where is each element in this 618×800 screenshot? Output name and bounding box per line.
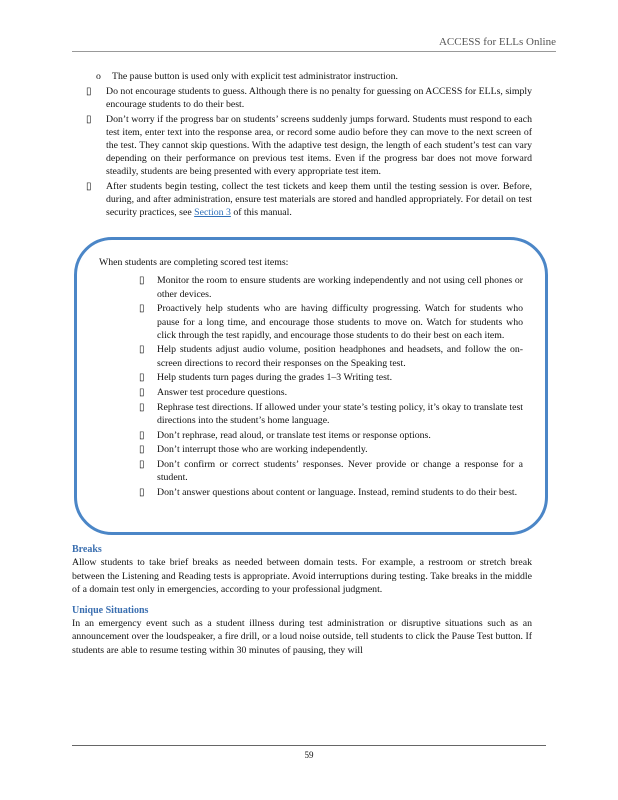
bullet-icon: ▯ bbox=[139, 387, 145, 399]
breaks-heading: Breaks bbox=[72, 544, 102, 556]
callout-list-item-text: Monitor the room to ensure students are working independently and not using cell phones or other devices. bbox=[157, 275, 523, 300]
callout-list-item-text: Answer test procedure questions. bbox=[157, 387, 288, 399]
callout-list-item-text: Proactively help students who are having difficulty progressing. Watch for students who pause for a long time, and encourage those students to move on. Watch for students who click through the test rapidly, and encourage those students to do their best on each item. bbox=[157, 303, 523, 341]
callout-list-item-text: Help students adjust audio volume, position headphones and headsets, and follow the on-screen directions to record their responses on the Speaking test. bbox=[157, 344, 523, 369]
list-item bbox=[72, 180, 532, 220]
callout-list-item-text: Don’t confirm or correct students’ responses. Never provide or change a response for a student. bbox=[157, 459, 523, 484]
callout-list-item bbox=[99, 401, 523, 427]
list-item-text: Do not encourage students to guess. Although there is no penalty for guessing on ACCESS for ELLs, simply encourage students to do their best. bbox=[106, 86, 532, 111]
callout-list-item-text: Rephrase test directions. If allowed under your state’s testing policy, it’s okay to translate test directions into the student’s home language. bbox=[157, 401, 523, 426]
section-3-link[interactable]: Section 3 bbox=[194, 207, 231, 219]
callout-list-item bbox=[99, 443, 523, 456]
bullet-icon: ▯ bbox=[139, 459, 145, 471]
callout-box bbox=[74, 237, 548, 535]
bullet-icon: ▯ bbox=[139, 344, 145, 356]
list-item-text-end: of this manual. bbox=[230, 207, 292, 219]
bullet-icon: ▯ bbox=[139, 429, 145, 441]
callout-list-item-text: Don’t rephrase, read aloud, or translate test items or response options. bbox=[157, 429, 431, 441]
bullet-icon: ▯ bbox=[86, 180, 92, 192]
running-header: ACCESS for ELLs Online bbox=[438, 36, 556, 48]
callout-list-item bbox=[99, 458, 523, 484]
unique-situations-heading: Unique Situations bbox=[72, 605, 149, 617]
callout-list-item bbox=[99, 343, 523, 369]
callout-list-item bbox=[99, 386, 523, 399]
bullet-icon: ▯ bbox=[139, 303, 145, 315]
unique-situations-paragraph: In an emergency event such as a student illness during test administration or disruptive situations such as an announcement over the loudspeaker, a fire drill, or a loud noise outside, tell students to click the Pause Test button. If students are able to resume testing within 30 minutes of pausing, they will bbox=[72, 618, 532, 656]
callout-list-item bbox=[99, 486, 523, 499]
callout-list-item-text: Help students turn pages during the grades 1–3 Writing test. bbox=[157, 372, 393, 384]
callout-list-item bbox=[99, 429, 523, 442]
bullet-icon: ▯ bbox=[139, 401, 145, 413]
bullet-icon: ▯ bbox=[139, 486, 145, 498]
bullet-icon: ▯ bbox=[139, 444, 145, 456]
bullet-icon: ▯ bbox=[86, 86, 92, 98]
sub-bullet-text: The pause button is used only with explicit test administrator instruction. bbox=[112, 71, 398, 82]
callout-list-item-text: Don’t interrupt those who are working independently. bbox=[157, 444, 368, 456]
callout-intro: When students are completing scored test items: bbox=[99, 257, 289, 269]
footer-rule bbox=[72, 745, 546, 746]
callout-list-item-text: Don’t answer questions about content or language. Instead, remind students to do their best. bbox=[157, 486, 518, 498]
circle-bullet-icon: o bbox=[96, 71, 101, 82]
bullet-icon: ▯ bbox=[139, 372, 145, 384]
list-item-text: Don’t worry if the progress bar on students’ screens suddenly jumps forward. Students must respond to each test item, enter text into the response area, or record some audio before they can move to the next screen of the test. They cannot skip questions. With the adaptive test design, the length of each student’s test can vary depending on their performance on previous test items. Even if the progress bar does not move forward steadily, students are being presented with every appropriate test item. bbox=[106, 113, 532, 178]
header-rule bbox=[72, 51, 556, 52]
sub-bullet bbox=[72, 70, 532, 83]
callout-list-item bbox=[99, 371, 523, 384]
callout-list-item bbox=[99, 274, 523, 300]
list-item bbox=[72, 85, 532, 111]
list-item-text: After students begin testing, collect the test tickets and keep them until the testing session is over. Before, during, and after administration, ensure test materials are stored and handled appropriately. For detail on test security practices, see bbox=[106, 180, 532, 219]
breaks-paragraph: Allow students to take brief breaks as needed between domain tests. For example, a restroom or stretch break between the Listening and Reading tests is appropriate. Avoid interruptions during testing. Take breaks in the middle of a domain test only in emergencies, according to your professional judgment. bbox=[72, 557, 532, 595]
bullet-icon: ▯ bbox=[86, 113, 92, 125]
callout-list-item bbox=[99, 302, 523, 342]
page-number: 59 bbox=[304, 750, 314, 760]
list-item bbox=[72, 113, 532, 179]
bullet-icon: ▯ bbox=[139, 275, 145, 287]
page-body bbox=[72, 70, 532, 657]
